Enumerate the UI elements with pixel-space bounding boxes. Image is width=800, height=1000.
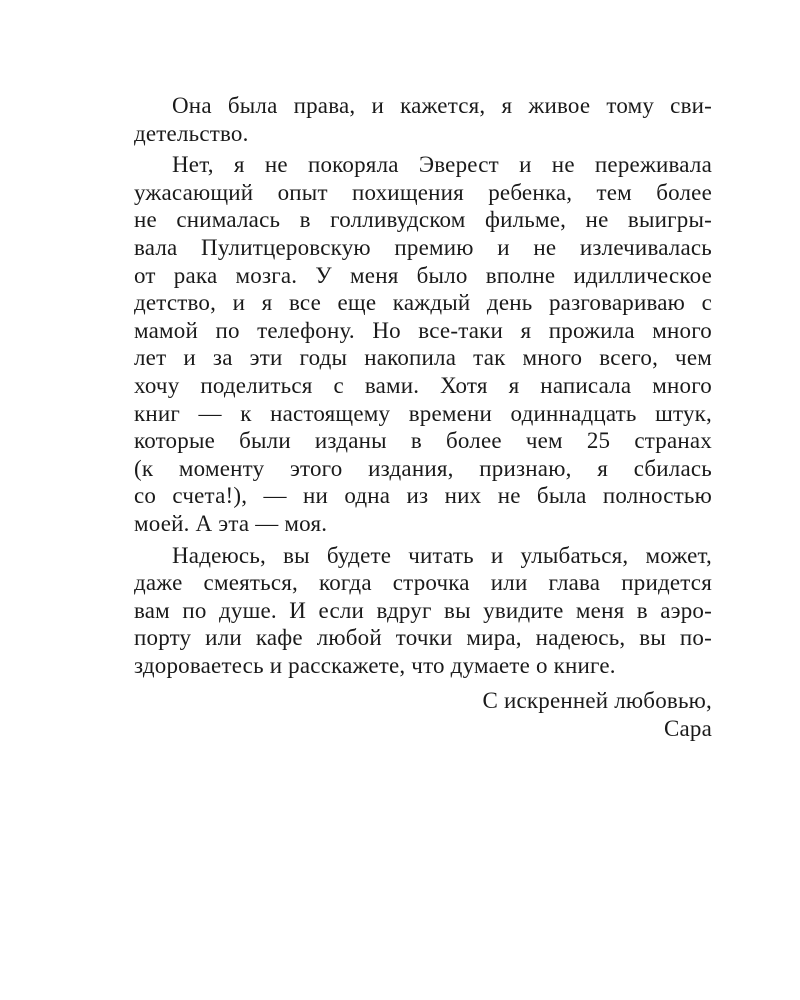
text-line: со счета!), — ни одна из них не была полностью	[134, 483, 712, 509]
text-line: книг — к настоящему времени одиннадцать штук,	[134, 400, 712, 426]
paragraph-2	[134, 151, 712, 537]
text-line: которые были изданы в более чем 25 странах	[134, 428, 712, 454]
text-line: Нет, я не покоряла Эверест и не переживала	[172, 152, 712, 178]
text-line: хочу поделиться с вами. Хотя я написала много	[134, 372, 712, 398]
text-line: лет и за эти годы накопила так много всего, чем	[134, 345, 712, 371]
signature-name: Сара	[663, 716, 712, 742]
paragraph-3	[134, 542, 712, 680]
text-line: не снималась в голливудском фильме, не выигры-	[134, 207, 712, 233]
text-line: (к моменту этого издания, признаю, я сбилась	[134, 455, 712, 481]
text-line: детельство.	[134, 120, 249, 146]
text-line: мамой по телефону. Но все-таки я прожила много	[134, 317, 712, 343]
signature-closing: С искренней любовью,	[482, 688, 712, 714]
paragraph-1	[134, 92, 712, 147]
text-line: даже смеяться, когда строчка или глава придется	[134, 570, 712, 596]
text-line: от рака мозга. У меня было вполне идиллическое	[134, 262, 712, 288]
text-line: здороваетесь и расскажете, что думаете о книге.	[134, 652, 616, 678]
text-body	[134, 92, 712, 743]
text-line: моей. А эта — моя.	[134, 510, 328, 536]
signature	[134, 687, 712, 742]
text-line: вам по душе. И если вдруг вы увидите меня в аэро-	[134, 597, 712, 623]
text-line: Она была права, и кажется, я живое тому сви-	[172, 93, 712, 118]
text-line: ужасающий опыт похищения ребенка, тем более	[134, 179, 712, 205]
text-line: детство, и я все еще каждый день разговариваю с	[134, 290, 712, 316]
text-line: вала Пулитцеровскую премию и не излечивалась	[134, 234, 712, 260]
text-line: порту или кафе любой точки мира, надеюсь, вы по-	[134, 625, 712, 651]
text-line: Надеюсь, вы будете читать и улыбаться, может,	[172, 542, 712, 568]
